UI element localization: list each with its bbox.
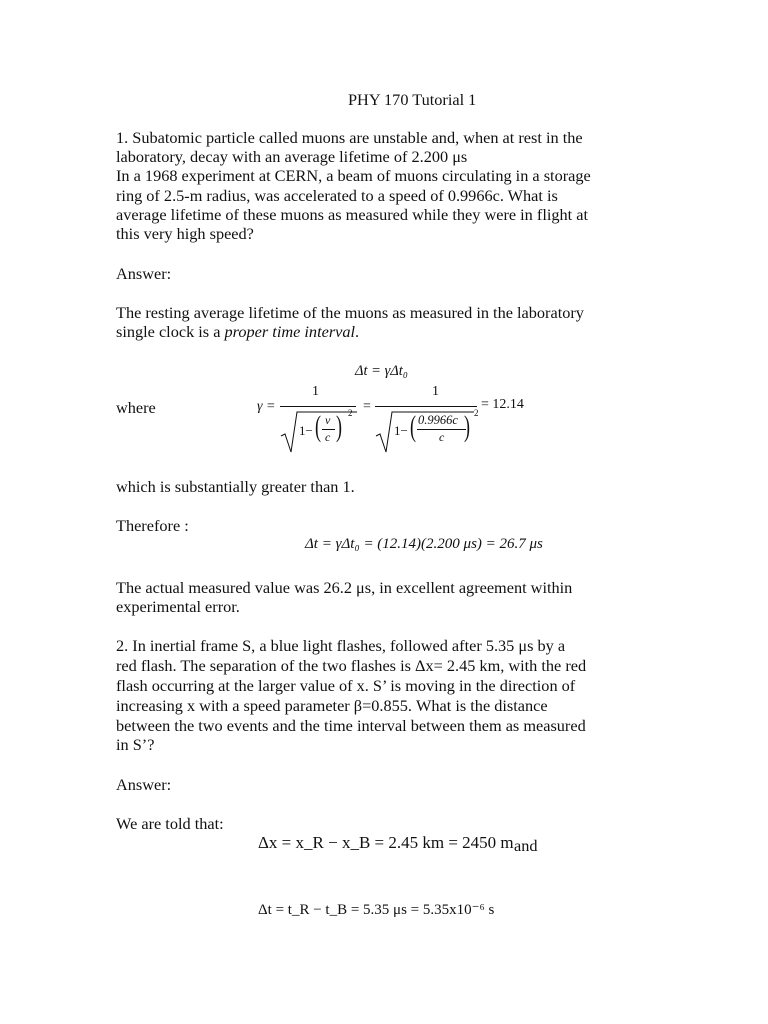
answer-1-line: The resting average lifetime of the muons as measured in the laboratory xyxy=(116,303,584,322)
paren-right: ) xyxy=(464,410,470,443)
delta-t-equation: Δt = t_R − t_B = 5.35 μs = 5.35x10⁻⁶ s xyxy=(258,902,495,918)
proper-time-term: proper time interval xyxy=(224,322,356,341)
page-title: PHY 170 Tutorial 1 xyxy=(348,90,477,109)
conclusion-line: The actual measured value was 26.2 μs, in excellent agreement within xyxy=(116,578,573,597)
c-symbol: c xyxy=(439,430,445,444)
and-label: and xyxy=(514,836,538,855)
question-2-line: increasing x with a speed parameter β=0.855. What is the distance xyxy=(116,696,548,715)
fraction-bar xyxy=(280,406,356,407)
v-symbol: v xyxy=(325,413,331,427)
question-1-line: laboratory, decay with an average lifetime of 2.200 μs xyxy=(116,147,468,166)
delta-x-equation: Δx = x_R − x_B = 2.45 km = 2450 m xyxy=(258,833,514,852)
question-1-line: 1. Subatomic particle called muons are unstable and, when at rest in the xyxy=(116,128,583,147)
question-1-line: this very high speed? xyxy=(116,224,254,243)
gamma-fraction-2-numerator: 1 xyxy=(432,384,439,399)
question-2-line: flash occurring at the larger value of x. S’ is moving in the direction of xyxy=(116,676,576,695)
therefore-label: Therefore : xyxy=(116,516,189,535)
question-1-line: average lifetime of these muons as measured while they were in flight at xyxy=(116,205,588,224)
speed-value: 0.9966c xyxy=(418,413,458,427)
one-minus: 1− xyxy=(299,423,313,438)
answer-label: Answer: xyxy=(116,775,172,794)
gamma-result: = 12.14 xyxy=(481,397,524,412)
c-symbol: c xyxy=(325,430,331,444)
question-2-line: 2. In inertial frame S, a blue light flashes, followed after 5.35 μs by a xyxy=(116,636,566,655)
question-2-line: red flash. The separation of the two flashes is Δx= 2.45 km, with the red xyxy=(116,656,587,675)
conclusion-line: experimental error. xyxy=(116,597,240,616)
one-minus: 1− xyxy=(394,423,408,438)
lifetime-result-equation: Δt = γΔt₀ = (12.14)(2.200 μs) = 26.7 μs xyxy=(305,536,543,552)
answer-label: Answer: xyxy=(116,264,172,283)
paren-left: ( xyxy=(315,410,321,443)
equals-sign: = xyxy=(363,399,371,414)
question-2-line: between the two events and the time interval between them as measured xyxy=(116,716,586,735)
gamma-equation xyxy=(255,380,565,455)
told-label: We are told that: xyxy=(116,814,224,833)
exponent-2: 2 xyxy=(348,408,353,418)
question-2-line: in S’? xyxy=(116,735,155,754)
time-dilation-equation: Δt = γΔt₀ xyxy=(355,363,408,379)
answer-1-line xyxy=(116,322,359,341)
exponent-2: 2 xyxy=(474,408,479,418)
where-label: where xyxy=(116,398,156,417)
fraction-bar xyxy=(375,406,477,407)
gamma-fraction-1-numerator: 1 xyxy=(312,384,319,399)
gamma-lhs: γ = xyxy=(257,399,276,414)
question-1-line: In a 1968 experiment at CERN, a beam of muons circulating in a storage xyxy=(116,166,591,185)
greater-than-one-text: which is substantially greater than 1. xyxy=(116,477,355,496)
paren-right: ) xyxy=(336,410,342,443)
question-1-line: ring of 2.5-m radius, was accelerated to a speed of 0.9966c. What is xyxy=(116,186,558,205)
answer-1-period: . xyxy=(355,322,360,341)
answer-1-text: single clock is a xyxy=(116,322,225,341)
paren-left: ( xyxy=(410,410,416,443)
